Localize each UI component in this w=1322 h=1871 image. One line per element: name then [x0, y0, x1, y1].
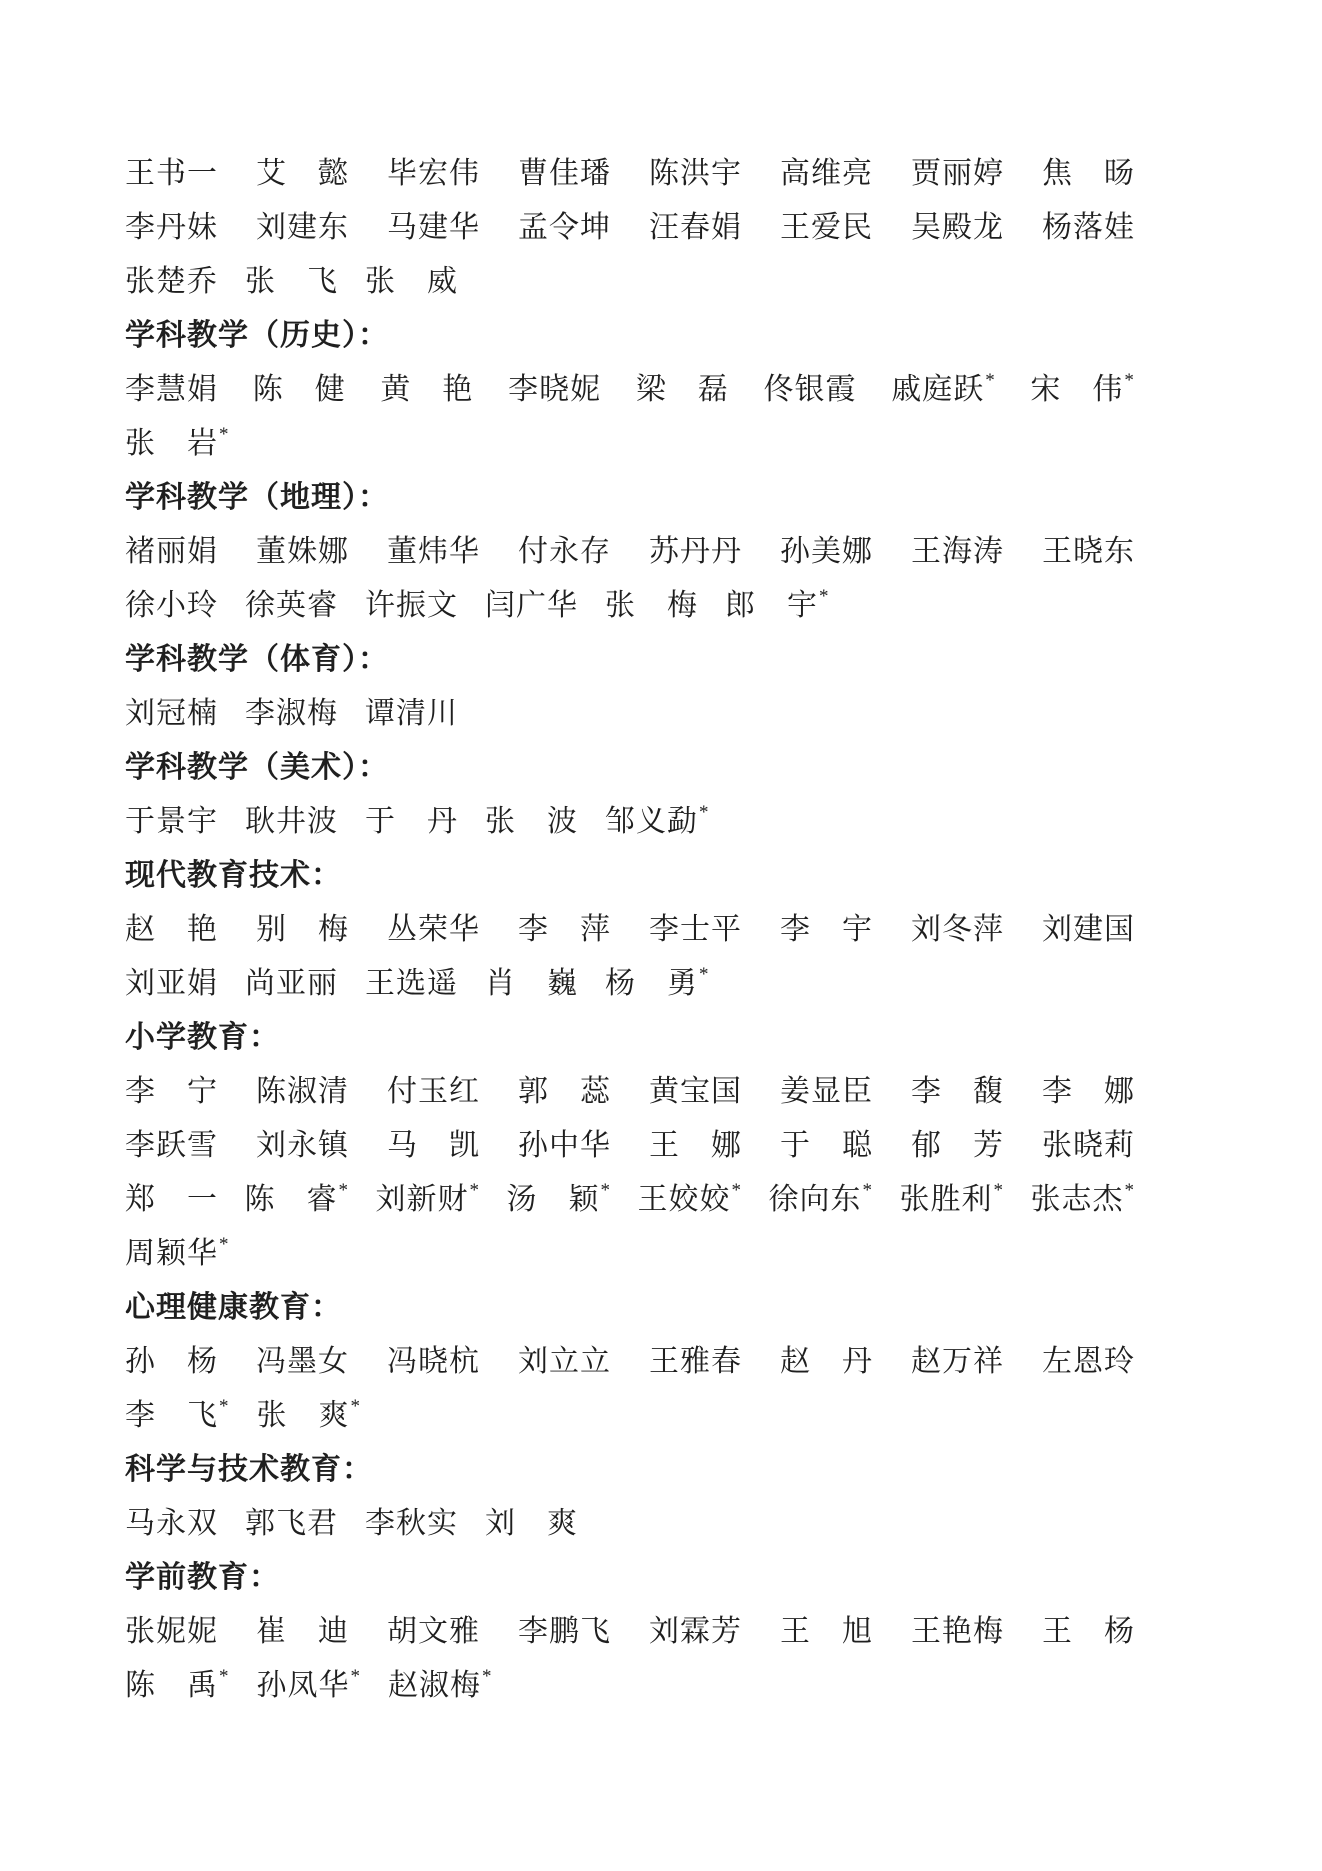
person-name: 王 杨	[1042, 1615, 1135, 1648]
person-name: 孙 杨	[125, 1345, 218, 1378]
person-name: 徐小玲	[125, 589, 218, 622]
person-name: 郎 宇*	[725, 586, 830, 622]
person-name: 董炜华	[387, 535, 480, 568]
person-name: 李秋实	[365, 1507, 458, 1540]
name-row	[125, 521, 1135, 575]
person-name: 李淑梅	[245, 697, 338, 730]
asterisk-marker: *	[699, 964, 710, 985]
person-name: 刘冠楠	[125, 697, 218, 730]
person-name: 李 馥	[911, 1075, 1004, 1108]
person-name: 赵万祥	[911, 1345, 1004, 1378]
person-name: 徐向东*	[768, 1180, 873, 1216]
person-name: 刘霖芳	[649, 1615, 742, 1648]
asterisk-marker: *	[993, 1180, 1004, 1201]
person-name: 谭清川	[365, 697, 458, 730]
person-name: 冯晓杭	[387, 1345, 480, 1378]
person-name: 王 娜	[649, 1129, 742, 1162]
person-name: 邹义勐*	[605, 802, 710, 838]
person-name: 戚庭跃*	[891, 370, 996, 406]
person-name: 刘立立	[518, 1345, 611, 1378]
person-name: 王书一	[125, 157, 218, 190]
section-heading: 学科教学（历史）：	[125, 319, 389, 352]
person-name: 陈 禹*	[125, 1666, 230, 1702]
person-name: 张 飞	[245, 265, 338, 298]
person-name: 杨 勇*	[605, 964, 710, 1000]
person-name: 佟银霞	[763, 373, 857, 406]
person-name: 张胜利*	[899, 1180, 1004, 1216]
person-name: 汪春娟	[649, 211, 742, 244]
person-name: 许振文	[365, 589, 458, 622]
asterisk-marker: *	[219, 1666, 230, 1687]
asterisk-marker: *	[699, 802, 710, 823]
name-row	[125, 1061, 1135, 1115]
person-name: 艾 懿	[256, 157, 349, 190]
name-row	[125, 197, 1135, 251]
person-name: 李士平	[649, 913, 742, 946]
person-name: 李丹妹	[125, 211, 218, 244]
person-name: 耿井波	[245, 805, 338, 838]
person-name: 褚丽娟	[125, 535, 218, 568]
person-name: 李 宇	[780, 913, 873, 946]
person-name: 赵 丹	[780, 1345, 873, 1378]
person-name: 李鹏飞	[518, 1615, 611, 1648]
person-name: 周颖华*	[125, 1234, 230, 1270]
person-name: 王选遥	[365, 967, 458, 1000]
asterisk-marker: *	[219, 424, 230, 445]
section-heading: 学前教育：	[125, 1561, 280, 1594]
person-name: 陈 睿*	[244, 1180, 349, 1216]
person-name: 刘新财*	[375, 1180, 480, 1216]
asterisk-marker: *	[482, 1666, 493, 1687]
person-name: 郭飞君	[245, 1507, 338, 1540]
person-name: 张志杰*	[1030, 1180, 1135, 1216]
person-name: 苏丹丹	[649, 535, 742, 568]
asterisk-marker: *	[350, 1396, 361, 1417]
person-name: 赵淑梅*	[388, 1666, 493, 1702]
name-row	[125, 575, 1135, 629]
person-name: 毕宏伟	[387, 157, 480, 190]
person-name: 孟令坤	[518, 211, 611, 244]
person-name: 王雅春	[649, 1345, 742, 1378]
person-name: 吴殿龙	[911, 211, 1004, 244]
person-name: 于景宇	[125, 805, 218, 838]
name-row	[125, 1331, 1135, 1385]
person-name: 梁 磊	[635, 373, 729, 406]
section-heading: 小学教育：	[125, 1021, 280, 1054]
person-name: 张 波	[485, 805, 578, 838]
name-row	[125, 791, 1135, 845]
person-name: 尚亚丽	[245, 967, 338, 1000]
person-name: 贾丽婷	[911, 157, 1004, 190]
asterisk-marker: *	[1124, 370, 1135, 391]
name-row	[125, 899, 1135, 953]
person-name: 杨落娃	[1042, 211, 1135, 244]
person-name: 李慧娟	[125, 373, 218, 406]
asterisk-marker: *	[338, 1180, 349, 1201]
asterisk-marker: *	[219, 1396, 230, 1417]
person-name: 马建华	[387, 211, 480, 244]
person-name: 张妮妮	[125, 1615, 218, 1648]
asterisk-marker: *	[862, 1180, 873, 1201]
person-name: 郑 一	[125, 1183, 218, 1216]
name-row	[125, 683, 1135, 737]
person-name: 张 岩*	[125, 424, 230, 460]
person-name: 王爱民	[780, 211, 873, 244]
section-heading: 心理健康教育：	[125, 1291, 342, 1324]
person-name: 于 丹	[365, 805, 458, 838]
person-name: 宋 伟*	[1030, 370, 1135, 406]
person-name: 董姝娜	[256, 535, 349, 568]
asterisk-marker: *	[350, 1666, 361, 1687]
asterisk-marker: *	[469, 1180, 480, 1201]
name-row	[125, 1601, 1135, 1655]
section-heading: 学科教学（地理）：	[125, 481, 389, 514]
person-name: 高维亮	[780, 157, 873, 190]
person-name: 闫广华	[485, 589, 578, 622]
name-row	[125, 1223, 1135, 1277]
person-name: 张晓莉	[1042, 1129, 1135, 1162]
person-name: 孙凤华*	[256, 1666, 361, 1702]
person-name: 王艳梅	[911, 1615, 1004, 1648]
person-name: 冯墨女	[256, 1345, 349, 1378]
asterisk-marker: *	[731, 1180, 742, 1201]
section-heading: 学科教学（美术）：	[125, 751, 389, 784]
asterisk-marker: *	[600, 1180, 611, 1201]
person-name: 刘永镇	[256, 1129, 349, 1162]
person-name: 王晓东	[1042, 535, 1135, 568]
name-row	[125, 143, 1135, 197]
name-row	[125, 359, 1135, 413]
name-row	[125, 1655, 1135, 1709]
person-name: 曹佳璠	[518, 157, 611, 190]
document-content	[125, 143, 1135, 1709]
person-name: 赵 艳	[125, 913, 218, 946]
asterisk-marker: *	[1124, 1180, 1135, 1201]
person-name: 郭 蕊	[518, 1075, 611, 1108]
person-name: 张 威	[365, 265, 458, 298]
person-name: 张 梅	[605, 589, 698, 622]
person-name: 刘建东	[256, 211, 349, 244]
person-name: 付玉红	[387, 1075, 480, 1108]
person-name: 姜显臣	[780, 1075, 873, 1108]
name-row	[125, 953, 1135, 1007]
person-name: 王海涛	[911, 535, 1004, 568]
person-name: 肖 巍	[485, 967, 578, 1000]
person-name: 别 梅	[256, 913, 349, 946]
person-name: 郁 芳	[911, 1129, 1004, 1162]
person-name: 徐英睿	[245, 589, 338, 622]
person-name: 付永存	[518, 535, 611, 568]
asterisk-marker: *	[985, 370, 996, 391]
person-name: 丛荣华	[387, 913, 480, 946]
section-heading: 现代教育技术：	[125, 859, 342, 892]
name-row	[125, 1169, 1135, 1223]
person-name: 李 娜	[1042, 1075, 1135, 1108]
person-name: 马永双	[125, 1507, 218, 1540]
person-name: 刘亚娟	[125, 967, 218, 1000]
person-name: 李 宁	[125, 1075, 218, 1108]
person-name: 汤 颖*	[506, 1180, 611, 1216]
person-name: 胡文雅	[387, 1615, 480, 1648]
person-name: 张 爽*	[256, 1396, 361, 1432]
person-name: 陈 健	[252, 373, 346, 406]
person-name: 孙美娜	[780, 535, 873, 568]
person-name: 于 聪	[780, 1129, 873, 1162]
name-row	[125, 413, 1135, 467]
section-heading: 科学与技术教育：	[125, 1453, 373, 1486]
person-name: 崔 迪	[256, 1615, 349, 1648]
name-row	[125, 1493, 1135, 1547]
person-name: 李晓妮	[508, 373, 602, 406]
person-name: 张楚乔	[125, 265, 218, 298]
person-name: 刘 爽	[485, 1507, 578, 1540]
person-name: 陈淑清	[256, 1075, 349, 1108]
person-name: 李 飞*	[125, 1396, 230, 1432]
person-name: 焦 旸	[1042, 157, 1135, 190]
person-name: 刘建国	[1042, 913, 1135, 946]
person-name: 左恩玲	[1042, 1345, 1135, 1378]
asterisk-marker: *	[819, 586, 830, 607]
name-row	[125, 1115, 1135, 1169]
person-name: 黄 艳	[380, 373, 474, 406]
person-name: 刘冬萍	[911, 913, 1004, 946]
person-name: 王 旭	[780, 1615, 873, 1648]
person-name: 李跃雪	[125, 1129, 218, 1162]
name-row	[125, 251, 1135, 305]
person-name: 李 萍	[518, 913, 611, 946]
person-name: 黄宝国	[649, 1075, 742, 1108]
asterisk-marker: *	[219, 1234, 230, 1255]
person-name: 王姣姣*	[637, 1180, 742, 1216]
name-row	[125, 1385, 1135, 1439]
person-name: 马 凯	[387, 1129, 480, 1162]
person-name: 陈洪宇	[649, 157, 742, 190]
section-heading: 学科教学（体育）：	[125, 643, 389, 676]
person-name: 孙中华	[518, 1129, 611, 1162]
